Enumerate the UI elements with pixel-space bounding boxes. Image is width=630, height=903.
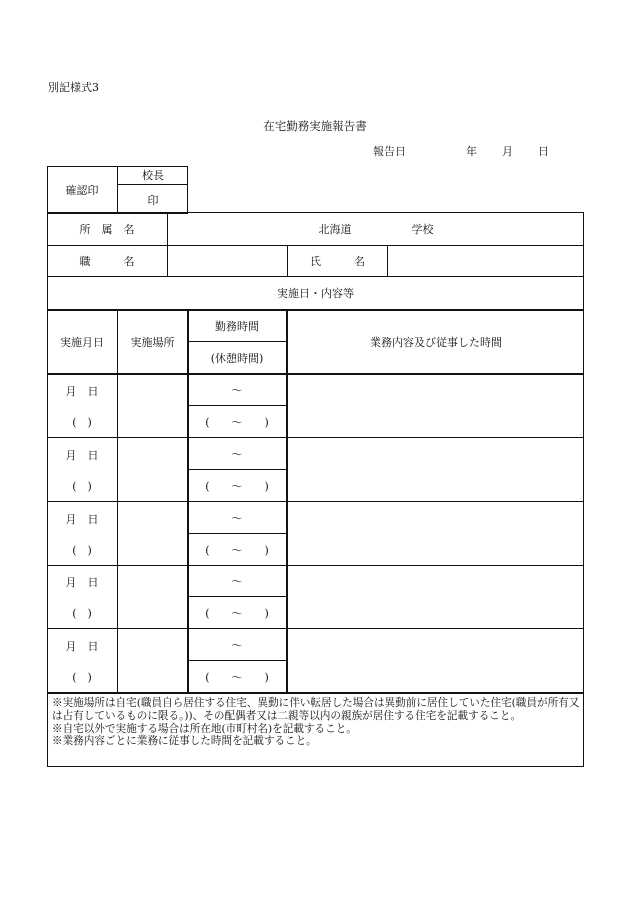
- name-field[interactable]: [388, 246, 584, 276]
- row-hours[interactable]: ～: [231, 512, 243, 525]
- report-day-label: 日: [538, 145, 549, 158]
- row-content-field[interactable]: [288, 439, 584, 501]
- header-date: 実施月日: [60, 335, 104, 349]
- name-label: 氏 名: [310, 255, 365, 268]
- principal-label: 校長: [142, 169, 164, 182]
- position-label: 職 名: [79, 255, 135, 268]
- row-rest[interactable]: ( ～ ): [205, 479, 269, 493]
- document-title: 在宅勤務実施報告書: [263, 119, 367, 133]
- row-rest[interactable]: ( ～ ): [205, 670, 269, 684]
- note-place: ※実施場所は自宅(職員自ら居住する住宅、異動に伴い転居した場合は異動前に居住していた住宅(職員が所有又は占有しているものに限る。))、その配偶者又は二親等以内の親族が居住する住宅を記載すること。: [52, 697, 580, 722]
- row-rest[interactable]: ( ～ ): [205, 543, 269, 557]
- row-content-field[interactable]: [288, 630, 584, 692]
- report-year-label: 年: [466, 145, 477, 158]
- affiliation-label: 所 属 名: [79, 223, 135, 236]
- row-content-field[interactable]: [288, 503, 584, 565]
- row-hours[interactable]: ～: [231, 575, 243, 588]
- row-weekday[interactable]: ( ): [72, 479, 92, 493]
- row-date[interactable]: 月 日: [65, 448, 99, 462]
- row-weekday[interactable]: ( ): [72, 606, 92, 620]
- row-date[interactable]: 月 日: [65, 384, 99, 398]
- note-time: ※業務内容ごとに業務に従事した時間を記載すること。: [52, 735, 317, 748]
- row-place-field[interactable]: [118, 630, 187, 692]
- row-place-field[interactable]: [118, 375, 187, 437]
- affiliation-suffix: 学校: [411, 223, 434, 236]
- row-weekday[interactable]: ( ): [72, 415, 92, 429]
- seal-field[interactable]: 印: [147, 193, 159, 207]
- form-id: 別記様式3: [48, 81, 99, 94]
- row-weekday[interactable]: ( ): [72, 670, 92, 684]
- row-rest[interactable]: ( ～ ): [205, 415, 269, 429]
- row-rest[interactable]: ( ～ ): [205, 606, 269, 620]
- notes: [52, 697, 582, 748]
- row-hours[interactable]: ～: [231, 639, 243, 652]
- header-content: 業務内容及び従事した時間: [370, 335, 502, 349]
- row-date[interactable]: 月 日: [65, 512, 99, 526]
- header-hours: 勤務時間: [215, 319, 259, 333]
- row-date[interactable]: 月 日: [65, 639, 99, 653]
- position-field[interactable]: [168, 246, 287, 276]
- row-place-field[interactable]: [118, 566, 187, 628]
- report-date-label: 報告日: [373, 145, 406, 158]
- row-content-field[interactable]: [288, 566, 584, 628]
- affiliation-field[interactable]: [168, 213, 584, 245]
- row-content-field[interactable]: [288, 375, 584, 437]
- row-hours[interactable]: ～: [231, 448, 243, 461]
- report-month-label: 月: [502, 145, 513, 158]
- approval-label: 確認印: [65, 184, 99, 197]
- header-place: 実施場所: [130, 335, 175, 349]
- row-date[interactable]: 月 日: [65, 575, 99, 589]
- note-other-location: ※自宅以外で実施する場合は所在地(市町村名)を記載すること。: [52, 722, 357, 735]
- row-hours[interactable]: ～: [231, 384, 243, 397]
- row-weekday[interactable]: ( ): [72, 543, 92, 557]
- row-place-field[interactable]: [118, 503, 187, 565]
- section-title: 実施日・内容等: [277, 287, 354, 300]
- header-rest: (休憩時間): [210, 351, 264, 365]
- affiliation-prefix: 北海道: [318, 223, 352, 236]
- row-place-field[interactable]: [118, 439, 187, 501]
